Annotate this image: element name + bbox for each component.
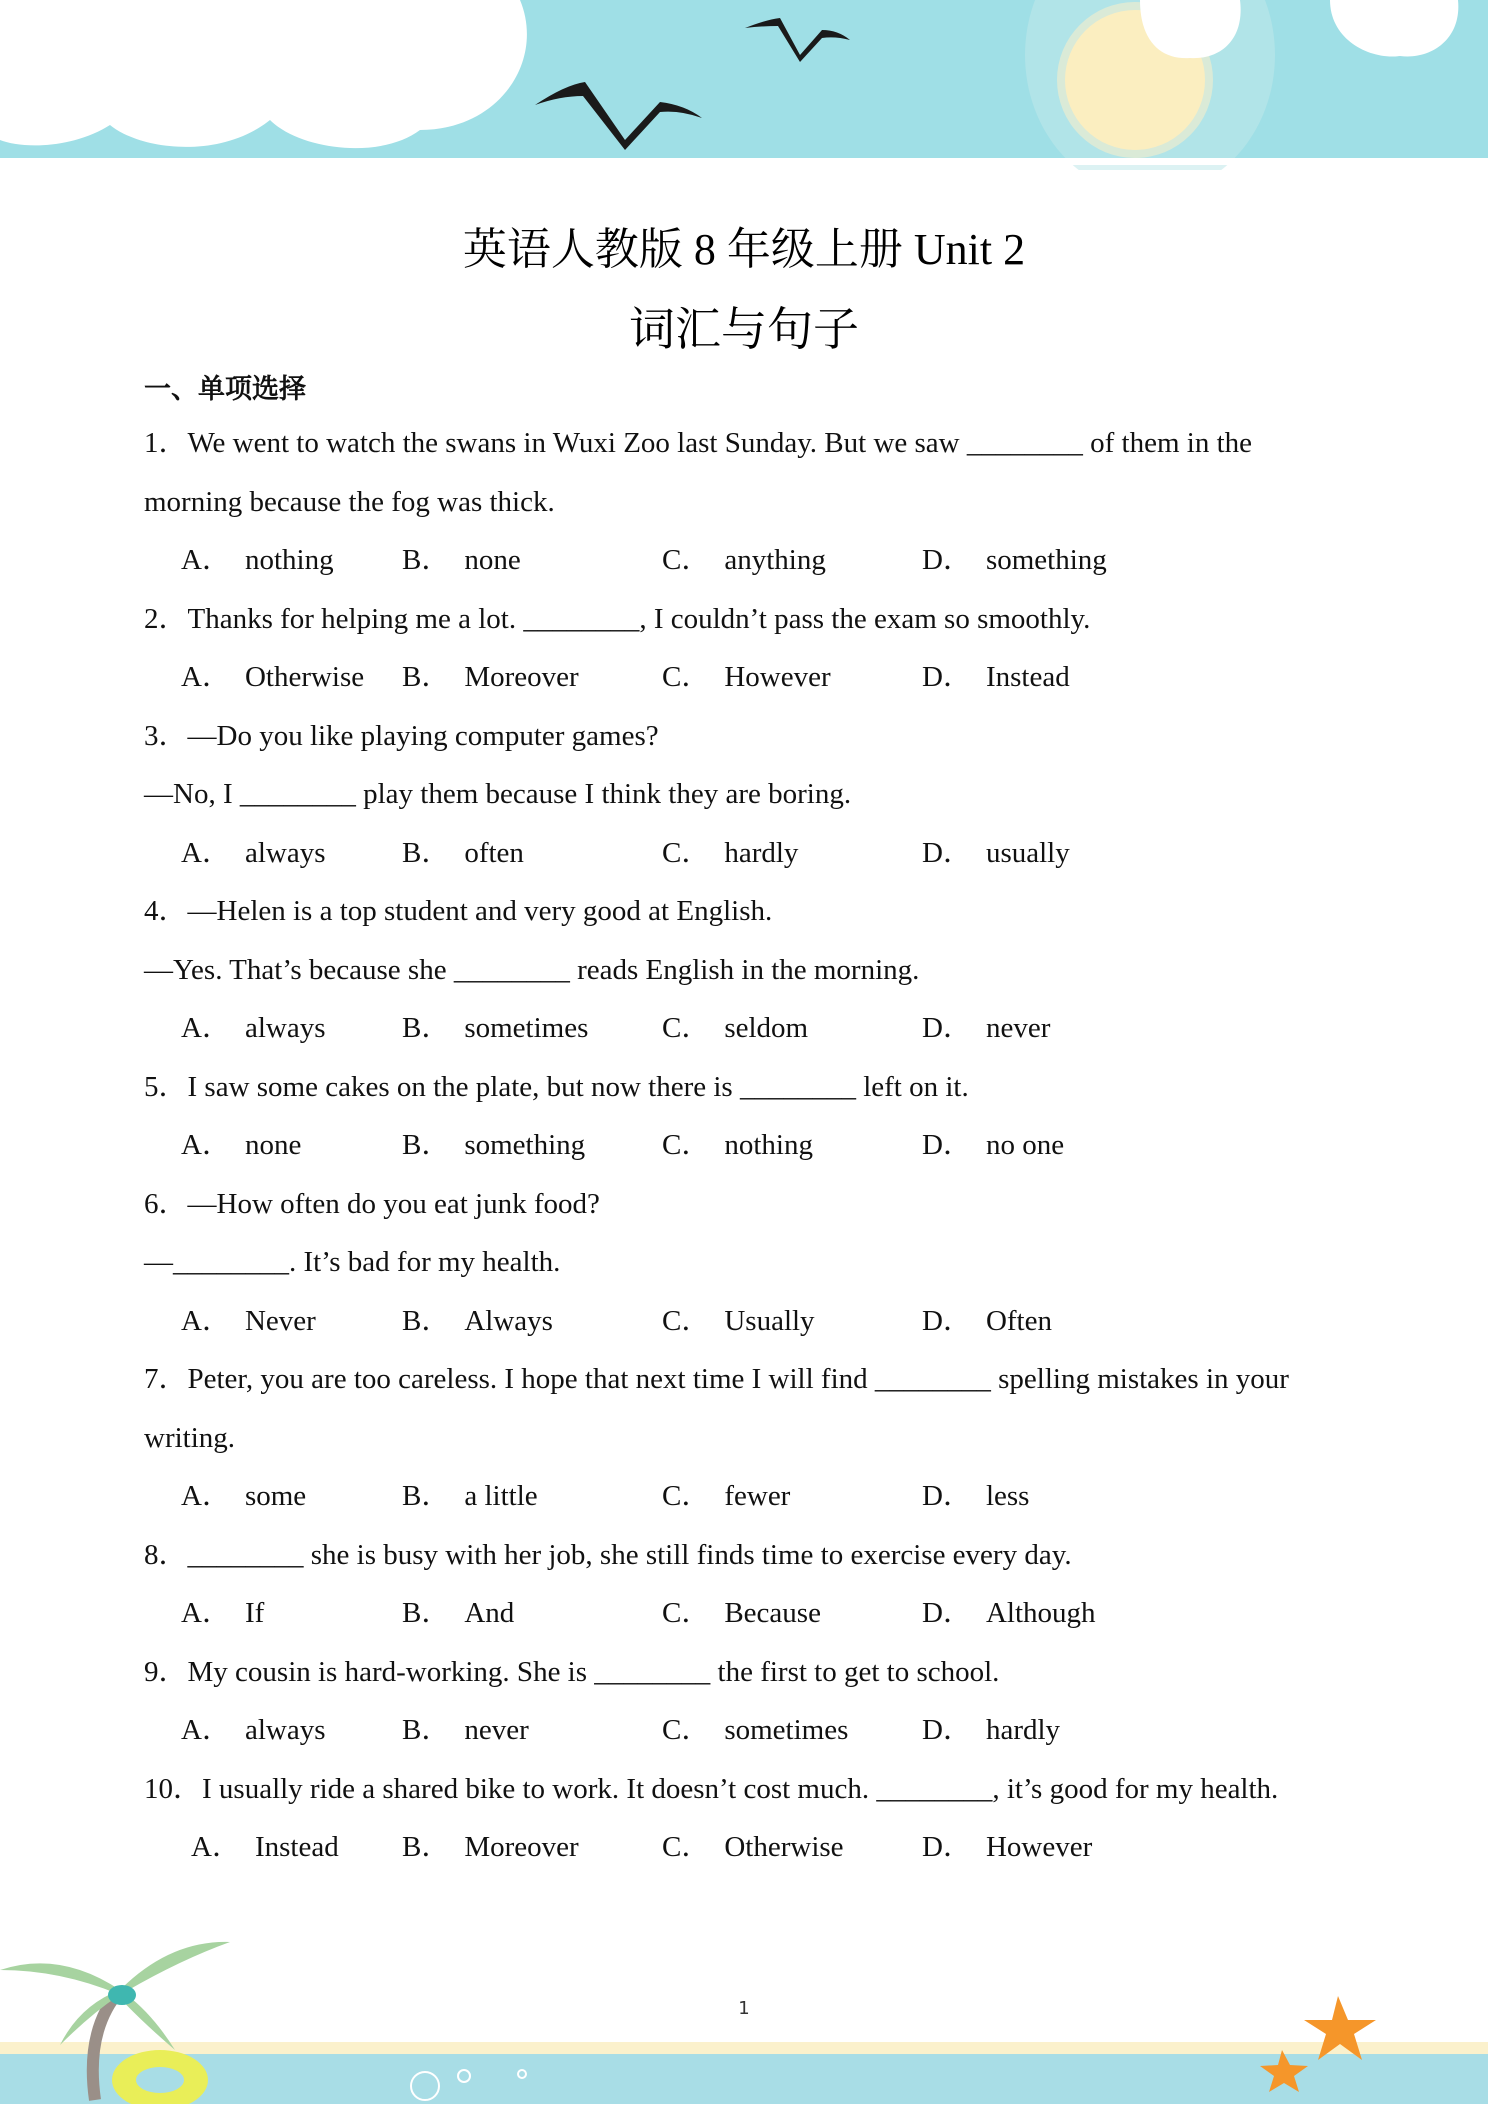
answer-option bbox=[181, 648, 364, 707]
question-item bbox=[144, 1058, 1374, 1175]
question-item bbox=[144, 707, 1374, 883]
option-letter: B． bbox=[402, 544, 451, 576]
question-line: —Yes. That’s because she ________ reads English in the morning. bbox=[144, 953, 920, 986]
option-text: And bbox=[464, 1597, 515, 1629]
option-letter: A． bbox=[181, 661, 231, 693]
option-text: Instead bbox=[254, 1831, 339, 1863]
option-letter: D． bbox=[922, 1597, 972, 1629]
question-item bbox=[144, 1175, 1374, 1351]
document-subtitle: 词汇与句子 bbox=[629, 304, 859, 355]
option-row bbox=[144, 1467, 1374, 1526]
option-text: nothing bbox=[244, 544, 334, 576]
option-text: Often bbox=[985, 1304, 1052, 1337]
option-text: always bbox=[244, 1714, 326, 1746]
option-letter: A． bbox=[181, 1597, 231, 1629]
question-stem: 10．I usually ride a shared bike to work. It doesn’t cost much. ________, it’s good for my health. bbox=[144, 1772, 1279, 1805]
answer-option bbox=[181, 999, 325, 1058]
option-text: fewer bbox=[724, 1480, 791, 1512]
question-stem: 8．________ she is busy with her job, she still finds time to exercise every day. bbox=[144, 1538, 1072, 1571]
option-text: none bbox=[244, 1129, 302, 1161]
option-letter: D． bbox=[922, 1304, 972, 1337]
option-letter: D． bbox=[922, 1012, 972, 1044]
question-stem: 9．My cousin is hard-working. She is ________ the first to get to school. bbox=[144, 1655, 1000, 1688]
question-item bbox=[144, 1350, 1374, 1526]
sea-strip bbox=[0, 2054, 1488, 2104]
option-text: sometimes bbox=[724, 1714, 849, 1746]
option-letter: D． bbox=[922, 544, 972, 576]
option-text: nothing bbox=[724, 1129, 813, 1161]
answer-option bbox=[402, 1292, 553, 1351]
option-letter: C． bbox=[662, 1714, 711, 1746]
option-text: always bbox=[244, 1012, 326, 1044]
option-letter: A． bbox=[191, 1831, 241, 1863]
option-row bbox=[144, 824, 1374, 883]
option-letter: D． bbox=[922, 1129, 972, 1161]
option-letter: C． bbox=[662, 1831, 711, 1863]
answer-option bbox=[922, 999, 1050, 1058]
answer-option bbox=[181, 824, 325, 883]
question-stem: 3．—Do you like playing computer games? bbox=[144, 719, 659, 752]
option-text: none bbox=[464, 544, 521, 576]
option-row bbox=[144, 1584, 1374, 1643]
sand-strip bbox=[0, 2042, 1488, 2054]
question-line: morning because the fog was thick. bbox=[144, 485, 555, 518]
option-letter: D． bbox=[922, 836, 972, 869]
option-text: always bbox=[244, 836, 326, 869]
option-text: a little bbox=[464, 1480, 538, 1512]
option-text: Moreover bbox=[464, 661, 579, 693]
option-letter: B． bbox=[402, 1480, 451, 1512]
option-text: something bbox=[985, 544, 1107, 576]
question-stem: 4．—Helen is a top student and very good at English. bbox=[144, 895, 773, 927]
option-row bbox=[144, 648, 1374, 707]
question-item bbox=[144, 1526, 1374, 1643]
question-item bbox=[144, 590, 1374, 707]
option-text: anything bbox=[724, 544, 826, 576]
option-row bbox=[144, 1292, 1374, 1351]
question-stem: 1．We went to watch the swans in Wuxi Zoo last Sunday. But we saw ________ of them in the bbox=[144, 427, 1253, 459]
option-text: Always bbox=[464, 1304, 553, 1337]
question-stem: 5．I saw some cakes on the plate, but now there is ________ left on it. bbox=[144, 1070, 969, 1103]
option-letter: A． bbox=[181, 1714, 231, 1746]
option-letter: B． bbox=[402, 1304, 451, 1337]
answer-option bbox=[662, 1818, 844, 1877]
answer-option bbox=[181, 1116, 301, 1175]
option-text: never bbox=[985, 1012, 1051, 1044]
answer-option bbox=[402, 1584, 514, 1643]
option-text: hardly bbox=[985, 1714, 1061, 1746]
option-text: Moreover bbox=[464, 1831, 579, 1863]
option-letter: A． bbox=[181, 544, 231, 576]
question-line: —________. It’s bad for my health. bbox=[144, 1246, 561, 1278]
answer-option bbox=[662, 1701, 848, 1760]
option-row bbox=[144, 1818, 1374, 1877]
answer-option bbox=[662, 999, 808, 1058]
answer-option bbox=[662, 1467, 790, 1526]
option-text: Usually bbox=[724, 1304, 815, 1337]
option-letter: A． bbox=[181, 836, 231, 869]
option-text: often bbox=[464, 836, 524, 869]
answer-option bbox=[922, 1292, 1052, 1351]
option-text: no one bbox=[985, 1129, 1065, 1161]
option-letter: C． bbox=[662, 836, 711, 869]
option-letter: D． bbox=[922, 1831, 972, 1863]
page-number: 1 bbox=[738, 1998, 750, 2019]
option-text: usually bbox=[985, 836, 1070, 869]
option-letter: C． bbox=[662, 1304, 711, 1337]
option-letter: C． bbox=[662, 1012, 711, 1044]
option-letter: A． bbox=[181, 1480, 231, 1512]
answer-option bbox=[922, 1701, 1060, 1760]
option-letter: D． bbox=[922, 661, 972, 693]
question-stem: 2．Thanks for helping me a lot. ________, I couldn’t pass the exam so smoothly. bbox=[144, 602, 1091, 635]
answer-option bbox=[181, 1292, 316, 1351]
answer-option bbox=[181, 1467, 306, 1526]
option-letter: B． bbox=[402, 1714, 451, 1746]
option-text: However bbox=[985, 1831, 1093, 1863]
option-text: some bbox=[244, 1480, 307, 1512]
option-row bbox=[144, 1116, 1374, 1175]
option-text: If bbox=[244, 1597, 265, 1629]
option-text: never bbox=[464, 1714, 529, 1746]
question-stem: 7．Peter, you are too careless. I hope that next time I will find ________ spelling mistakes in your bbox=[144, 1363, 1289, 1395]
header-decoration bbox=[0, 0, 1488, 170]
question-line: —No, I ________ play them because I think they are boring. bbox=[144, 778, 852, 810]
question-item bbox=[144, 882, 1374, 1058]
answer-option bbox=[181, 1584, 264, 1643]
document-title: 英语人教版 8 年级上册 Unit 2 bbox=[462, 225, 1026, 274]
answer-option bbox=[922, 1467, 1029, 1526]
option-text: Never bbox=[244, 1304, 316, 1337]
option-letter: B． bbox=[402, 1597, 451, 1629]
option-text: something bbox=[464, 1129, 586, 1161]
option-row bbox=[144, 1701, 1374, 1760]
option-letter: C． bbox=[662, 1597, 711, 1629]
option-text: Because bbox=[724, 1597, 821, 1629]
answer-option bbox=[402, 648, 579, 707]
answer-option bbox=[662, 1116, 813, 1175]
answer-option bbox=[922, 1584, 1096, 1643]
answer-option bbox=[402, 824, 524, 883]
question-item bbox=[144, 1643, 1374, 1760]
answer-option bbox=[922, 1116, 1064, 1175]
footer-decoration bbox=[0, 1920, 1488, 2104]
answer-option bbox=[662, 531, 826, 590]
option-row bbox=[144, 531, 1374, 590]
option-letter: D． bbox=[922, 1714, 972, 1746]
option-letter: A． bbox=[181, 1012, 231, 1044]
answer-option bbox=[402, 1467, 538, 1526]
option-text: seldom bbox=[724, 1012, 809, 1044]
option-letter: A． bbox=[181, 1304, 231, 1337]
option-letter: B． bbox=[402, 1129, 451, 1161]
option-letter: B． bbox=[402, 836, 451, 869]
section-heading: 一、单项选择 bbox=[144, 374, 306, 405]
answer-option bbox=[402, 1818, 579, 1877]
answer-option bbox=[191, 1818, 339, 1877]
option-row bbox=[144, 999, 1374, 1058]
answer-option bbox=[922, 824, 1070, 883]
option-text: However bbox=[724, 661, 831, 693]
option-text: Instead bbox=[985, 661, 1070, 693]
question-item bbox=[144, 414, 1374, 590]
answer-option bbox=[662, 1292, 815, 1351]
answer-option bbox=[922, 531, 1107, 590]
option-text: sometimes bbox=[464, 1012, 589, 1044]
question-list bbox=[144, 414, 1374, 1877]
answer-option bbox=[181, 1701, 325, 1760]
question-stem: 6．—How often do you eat junk food? bbox=[144, 1187, 600, 1220]
answer-option bbox=[662, 648, 831, 707]
option-text: Although bbox=[985, 1597, 1096, 1629]
exercise-content bbox=[144, 366, 1374, 1877]
option-text: Otherwise bbox=[724, 1831, 844, 1863]
option-letter: D． bbox=[922, 1480, 972, 1512]
option-text: Otherwise bbox=[244, 661, 365, 693]
answer-option bbox=[662, 824, 798, 883]
option-letter: C． bbox=[662, 1480, 711, 1512]
answer-option bbox=[402, 531, 521, 590]
answer-option bbox=[402, 1701, 529, 1760]
option-letter: B． bbox=[402, 661, 451, 693]
answer-option bbox=[922, 1818, 1092, 1877]
option-letter: B． bbox=[402, 1831, 451, 1863]
answer-option bbox=[181, 531, 334, 590]
option-letter: C． bbox=[662, 1129, 711, 1161]
answer-option bbox=[922, 648, 1070, 707]
option-letter: C． bbox=[662, 661, 711, 693]
option-letter: C． bbox=[662, 544, 711, 576]
answer-option bbox=[662, 1584, 821, 1643]
question-item bbox=[144, 1760, 1374, 1877]
option-text: hardly bbox=[724, 836, 799, 869]
answer-option bbox=[402, 999, 588, 1058]
option-letter: B． bbox=[402, 1012, 451, 1044]
answer-option bbox=[402, 1116, 585, 1175]
question-line: writing. bbox=[144, 1421, 236, 1454]
option-text: less bbox=[985, 1480, 1030, 1512]
option-letter: A． bbox=[181, 1129, 231, 1161]
